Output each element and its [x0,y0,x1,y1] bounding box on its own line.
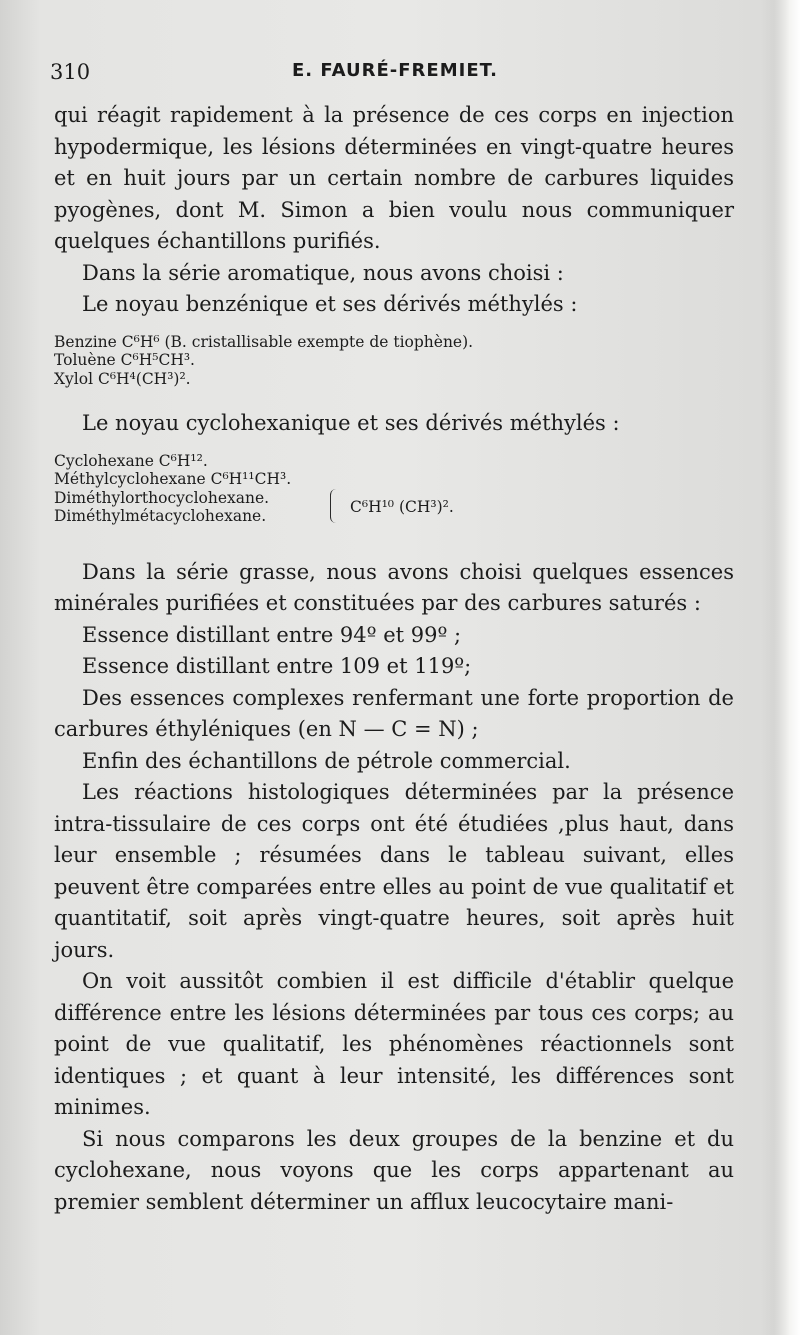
paragraph-comparison: On voit aussitôt combien il est difficile d'établir quelque différence entre les lésions déterminées par tous ces corps; au point de vue qualitatif, les phénomènes réactionnels sont identiques ; et quant à leur intensité, les différences sont minimes. [54,969,734,1119]
running-head: E. FAURÉ-FREMIET. [292,60,498,81]
fatty-item-2: Essence distillant entre 109 et 119º; [82,654,472,678]
paragraph-reactions: Les réactions histologiques déterminées par la présence intra-tissulaire de ces corps ont été étudiées ,plus haut, dans leur ensemble ; résumées dans le tableau suivant, elles peuvent être comparées entre elles au point de vue qualitatif et quantitatif, soit après vingt-quatre heures, soit après huit jours. [54,780,734,962]
fatty-item-1: Essence distillant entre 94º et 99º ; [82,622,462,647]
fatty-item-3: Des essences complexes renfermant une forte proportion de carbures éthyléniques (en N — C = N) ; [54,685,734,741]
paragraph-1: qui réagit rapidement à la présence de ces corps en injection hypodermique, les lésions déterminées en vingt-quatre heures et en huit jours par un certain nombre de carbures liquides pyogènes, dont M. Simon a bien voulu nous communiquer quelques échantillons purifiés. [54,103,734,253]
list-item: Cyclohexane C⁶H¹². [54,451,208,470]
paragraph-groups: Si nous comparons les deux groupes de la benzine et du cyclohexane, nous voyons que les corps appartenant au premier semblent déterminer un afflux leucocytaire mani- [54,1126,734,1214]
cyclohexane-heading: Le noyau cyclohexanique et ses dérivés méthylés : [82,411,620,435]
fatty-item-4: Enfin des échantillons de pétrole commercial. [82,748,571,773]
page-number: 310 [50,60,91,84]
paragraph-aromatic-intro: Dans la série aromatique, nous avons choisi : [82,260,564,285]
cyclohexane-list [54,452,734,489]
brace-mark [330,489,339,523]
list-item: Xylol C⁶H⁴(CH³)². [54,369,191,388]
paragraph-fatty-intro: Dans la série grasse, nous avons choisi quelques essences minérales purifiées et constituées par des carbures saturés : [54,559,734,615]
page-header [50,60,740,90]
page-edge [774,0,800,1335]
brace-formula: C⁶H¹⁰ (CH³)². [350,497,454,516]
paragraph-benzene-heading: Le noyau benzénique et ses dérivés méthylés : [82,292,578,316]
list-item: Méthylcyclohexane C⁶H¹¹CH³. [54,470,292,488]
aromatic-list [54,333,734,389]
dimethyl-brace-group [54,489,734,529]
list-item: Diméthylmétacyclohexane. [54,507,267,525]
list-item: Benzine C⁶H⁶ (B. cristallisable exempte de tiophène). [54,332,474,351]
page-body [54,100,734,1218]
list-item: Toluène C⁶H⁵CH³. [54,351,195,369]
list-item: Diméthylorthocyclohexane. [54,488,270,507]
